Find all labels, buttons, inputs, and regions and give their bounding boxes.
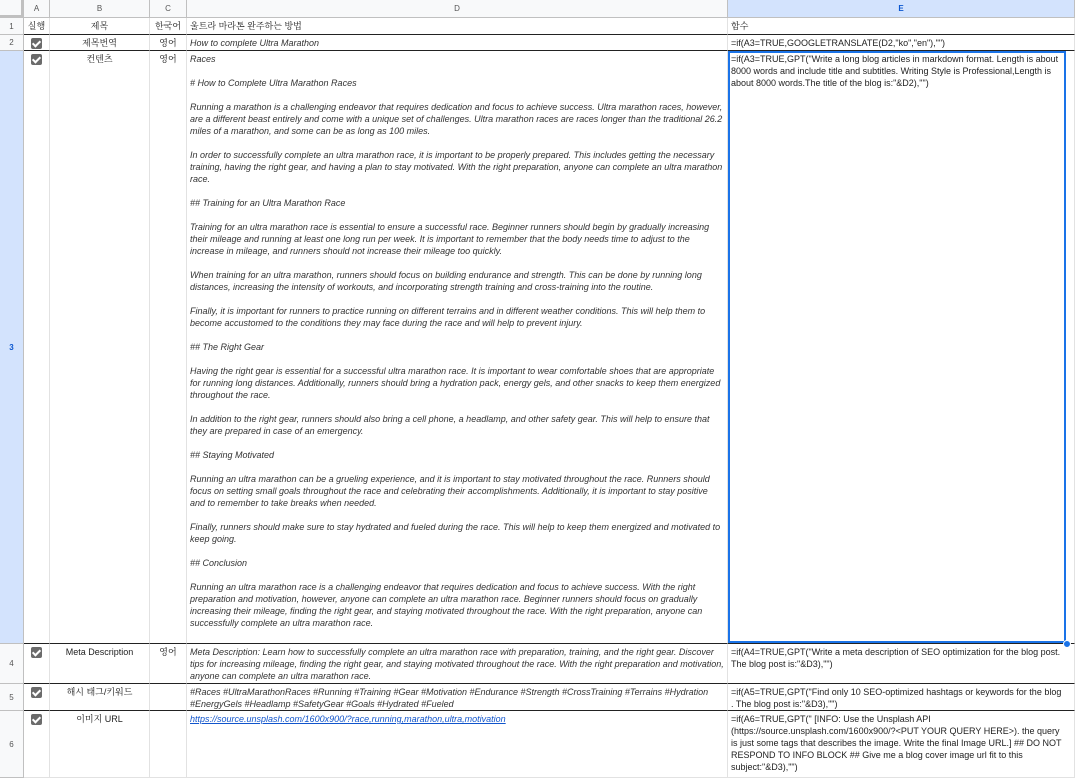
cell-c3[interactable]: 영어 <box>150 51 187 644</box>
cell-c4[interactable]: 영어 <box>150 644 187 684</box>
content-paragraph: Finally, it is important for runners to practice running on different terrains and in different weather conditions. This will help them to become accustomed to the conditions they may face during the race and will help to prevent injury. <box>190 306 706 328</box>
cell-e6[interactable]: =if(A6=TRUE,GPT(" [INFO: Use the Unsplash API (https://source.unsplash.com/1600x900/?<PUT YOUR QUERY HERE>). the query is just some tags that describes the image. Write the final Image URL.] ## DO NOT RESPOND TO INFO BLOCK ## Give me a blog cover image url fit to this subject:"&D3),"") <box>728 711 1075 778</box>
content-paragraph: In order to successfully complete an ultra marathon race, it is important to be properly prepared. This includes getting the necessary training, having the right gear, and having a plan to stay motivated. With the right preparation, anyone can complete an ultra marathon race. <box>190 150 723 184</box>
cell-e3[interactable]: =if(A3=TRUE,GPT("Write a long blog articles in markdown format. Length is about 8000 words and include title and subtitles. Writing Style is Professional,Length is about 8000 words.The title of the blog is:"&D2),"") <box>728 51 1075 644</box>
cell-c2[interactable]: 영어 <box>150 35 187 51</box>
column-header-b[interactable]: B <box>50 0 150 18</box>
image-url-link[interactable]: https://source.unsplash.com/1600x900/?race,running,marathon,ultra,motivation <box>190 714 506 724</box>
content-paragraph: Running an ultra marathon can be a grueling experience, and it is important to stay motivated throughout the race. Runners should focus on setting small goals throughout the race and celebrating their accomplishments. Additionally, it is important to stay positive and to remember to take breaks when needed. <box>190 474 710 508</box>
content-paragraph: ## Training for an Ultra Marathon Race <box>190 198 346 208</box>
cell-c6[interactable] <box>150 711 187 778</box>
content-paragraph: Having the right gear is essential for a successful ultra marathon race. It is important to wear comfortable shoes that are appropriate for running long distances. Additionally, runners should bring a hydration pack, energy gels, and other snacks to keep them energized throughout the race. <box>190 366 721 400</box>
cell-a3[interactable] <box>24 51 50 644</box>
fill-handle[interactable] <box>1063 640 1071 648</box>
cell-a6[interactable] <box>24 711 50 778</box>
cell-a4[interactable] <box>24 644 50 684</box>
cell-b1[interactable]: 제목 <box>50 18 150 35</box>
checkbox-checked[interactable] <box>31 38 42 49</box>
cell-a5[interactable] <box>24 684 50 711</box>
cell-d6[interactable] <box>187 711 728 778</box>
content-paragraph: When training for an ultra marathon, runners should focus on building endurance and strength. This can be done by running long distances, increasing the intensity of workouts, and incorporating strength training and cross-training into the routine. <box>190 270 702 292</box>
row-header-2[interactable]: 2 <box>0 35 24 51</box>
cell-b5[interactable]: 해시 태그/키워드 <box>50 684 150 711</box>
content-paragraph: Finally, runners should make sure to stay hydrated and fueled during the race. This will help to keep them energized and motivated to keep going. <box>190 522 721 544</box>
row-header-3[interactable]: 3 <box>0 51 24 644</box>
content-paragraph: In addition to the right gear, runners should also bring a cell phone, a headlamp, and other safety gear. This will help to ensure that they are prepared in case of an emergency. <box>190 414 710 436</box>
cell-d1[interactable]: 울트라 마라톤 완주하는 방법 <box>187 18 728 35</box>
content-paragraph: ## Conclusion <box>190 558 248 568</box>
cell-e1[interactable]: 함수 <box>728 18 1075 35</box>
content-paragraph: # How to Complete Ultra Marathon Races <box>190 78 357 88</box>
cell-b2[interactable]: 제목번역 <box>50 35 150 51</box>
content-paragraph: ## The Right Gear <box>190 342 265 352</box>
cell-e5[interactable]: =if(A5=TRUE,GPT("Find only 10 SEO-optimized hashtags or keywords for the blog . The blog post is:"&D3),"") <box>728 684 1075 711</box>
column-header-d[interactable]: D <box>187 0 728 18</box>
cell-e2[interactable]: =if(A3=TRUE,GOOGLETRANSLATE(D2,"ko","en"),"") <box>728 35 1075 51</box>
content-paragraph: Training for an ultra marathon race is essential to ensure a successful race. Beginner runners should begin by gradually increasing their mileage and running at least one long run per week. It is important to remember that the body needs time to adjust to the increase in mileage, and runners should not increase their mileage too quickly. <box>190 222 710 256</box>
cell-c1[interactable]: 한국어 <box>150 18 187 35</box>
column-header-a[interactable]: A <box>24 0 50 18</box>
checkbox-checked[interactable] <box>31 647 42 658</box>
cell-d3[interactable] <box>187 51 728 644</box>
content-paragraph: Races <box>190 54 216 64</box>
cell-d5[interactable]: #Races #UltraMarathonRaces #Running #Training #Gear #Motivation #Endurance #Strength #CrossTraining #Terrains #Hydration #EnergyGels #Headlamp #SafetyGear #Goals #Hydrated #Fueled <box>187 684 728 711</box>
checkbox-checked[interactable] <box>31 687 42 698</box>
content-paragraph: Running an ultra marathon race is a challenging endeavor that requires dedication and focus to achieve success. With the right preparation and motivation, however, anyone can complete an ultra marathon race. Beginner runners should focus on gradually increasing their mileage, finding the right gear, and staying motivated throughout the race. With the right preparation, anyone can successfully complete an ultra marathon race. <box>190 582 703 628</box>
checkbox-checked[interactable] <box>31 714 42 725</box>
cell-a1[interactable]: 실행 <box>24 18 50 35</box>
row-header-6[interactable]: 6 <box>0 711 24 778</box>
row-header-5[interactable]: 5 <box>0 684 24 711</box>
column-header-e[interactable]: E <box>728 0 1075 18</box>
row-header-1[interactable]: 1 <box>0 18 24 35</box>
cell-d4[interactable]: Meta Description: Learn how to successfully complete an ultra marathon race with preparation, training, and the right gear. Discover tips for increasing mileage, finding the right gear, and staying motivated throughout the race. With the right preparation and motivation, anyone can complete an ultra marathon race. <box>187 644 728 684</box>
cell-a2[interactable] <box>24 35 50 51</box>
content-paragraph: Running a marathon is a challenging endeavor that requires dedication and focus to achieve success. Ultra marathon races, however, are a different beast entirely and come with a unique set of challenges. Ultra marathon races are races longer than the traditional 26.2 miles of a marathon, and some can be as long as 100 miles. <box>190 102 723 136</box>
row-header-4[interactable]: 4 <box>0 644 24 684</box>
cell-b3[interactable]: 컨텐츠 <box>50 51 150 644</box>
content-paragraph: ## Staying Motivated <box>190 450 275 460</box>
cell-c5[interactable] <box>150 684 187 711</box>
select-all-corner[interactable] <box>0 0 24 18</box>
cell-d2[interactable]: How to complete Ultra Marathon <box>187 35 728 51</box>
checkbox-checked[interactable] <box>31 54 42 65</box>
cell-b4[interactable]: Meta Description <box>50 644 150 684</box>
cell-e4[interactable]: =if(A4=TRUE,GPT("Write a meta description of SEO optimization for the blog post. The blog post is:"&D3),"") <box>728 644 1075 684</box>
cell-b6[interactable]: 이미지 URL <box>50 711 150 778</box>
column-header-c[interactable]: C <box>150 0 187 18</box>
